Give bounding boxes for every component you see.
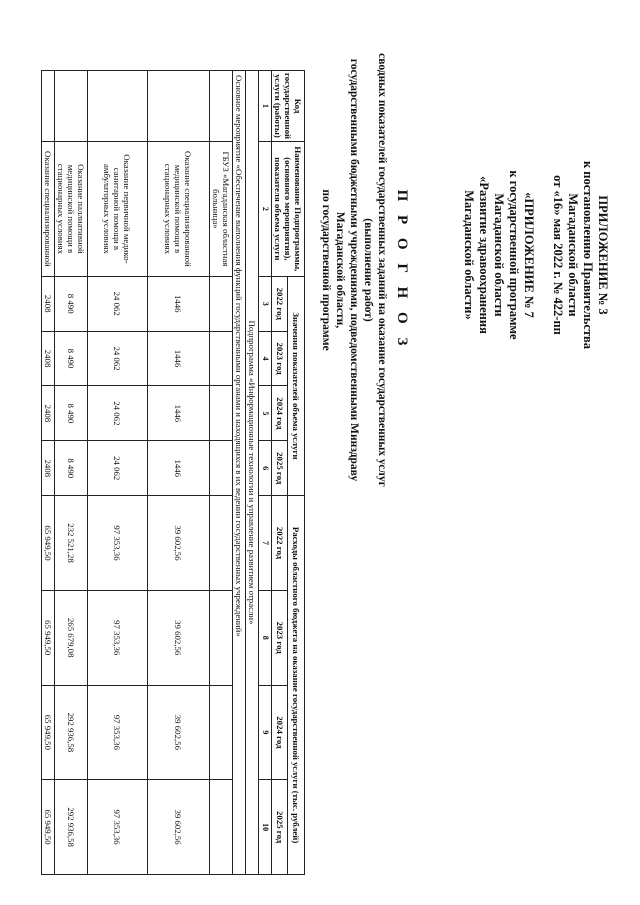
appendix-block: [461, 105, 610, 405]
expense-value: 65 949,50: [42, 496, 55, 591]
table-row: [88, 71, 148, 875]
volume-value: 1446: [148, 441, 210, 496]
year-header: 2022 год: [272, 276, 289, 331]
appendix-line: к постановлению Правительства: [581, 160, 595, 350]
service-code: [55, 71, 88, 142]
column-number: 2: [259, 142, 272, 277]
institution-name: ГБУЗ «Магаданская областная больница»: [210, 142, 233, 277]
column-number: 6: [259, 441, 272, 496]
appendix-line: Магаданской области: [492, 193, 506, 317]
volume-value: 8 490: [55, 386, 88, 441]
volume-value: 24 062: [88, 331, 148, 386]
heading-subtitle: сводных показателей государственных заданий на оказание государственных услуг (выполнение работ): [362, 53, 388, 487]
document-heading: [319, 40, 410, 500]
column-number: 7: [259, 496, 272, 591]
service-name: Оказание первичной медико-санитарной помощи в амбулаторных условиях: [88, 142, 148, 277]
volume-value: 1446: [148, 276, 210, 331]
volume-value: 1446: [148, 331, 210, 386]
appendix-title-2: «ПРИЛОЖЕНИЕ № 7: [522, 192, 536, 318]
forecast-table: [41, 70, 305, 875]
expense-value: 232 521,28: [55, 496, 88, 591]
volume-value: 2408: [42, 276, 55, 331]
header-values: Значения показателей объема услуги: [288, 276, 305, 495]
appendix-line: Магаданской области»: [462, 190, 476, 320]
year-header: 2025 год: [272, 441, 289, 496]
header-expenses: Расходы областного бюджета на оказание государственной услуги (тыс. рублей): [288, 496, 305, 875]
appendix-title: ПРИЛОЖЕНИЕ № 3: [596, 195, 610, 315]
expense-value: 265 679,08: [55, 590, 88, 685]
expense-value: 65 949,50: [42, 780, 55, 875]
year-header: 2023 год: [272, 331, 289, 386]
volume-value: 8 490: [55, 276, 88, 331]
volume-value: 8 490: [55, 331, 88, 386]
expense-value: 97 353,36: [88, 590, 148, 685]
appendix-line: Магаданской области: [566, 193, 580, 317]
year-header: 2025 год: [272, 780, 289, 875]
year-header: 2024 год: [272, 386, 289, 441]
expense-value: 97 353,36: [88, 496, 148, 591]
expense-value: 97 353,36: [88, 780, 148, 875]
heading-subtitle: государственными бюджетными учреждениями, подведомственными Минздраву Магаданской области,: [334, 58, 360, 482]
institution-row: [210, 71, 233, 875]
appendix-line: от «16» мая 2022 г. № 422-пп: [551, 175, 565, 335]
column-number: 4: [259, 331, 272, 386]
expense-value: 39 602,56: [148, 685, 210, 780]
appendix-line: к государственной программе: [507, 170, 521, 340]
header-code: Код государственной услуги (работы): [272, 71, 305, 142]
table-row: [148, 71, 210, 875]
expense-value: 65 949,50: [42, 590, 55, 685]
expense-value: 292 936,58: [55, 780, 88, 875]
service-name: Оказание специализированной: [42, 142, 55, 277]
header-name: Наименование Подпрограммы, (основного мероприятия), показателя объема услуги: [272, 142, 305, 277]
expense-value: 97 353,36: [88, 685, 148, 780]
column-number: 9: [259, 685, 272, 780]
year-header: 2022 год: [272, 496, 289, 591]
expense-value: 39 602,56: [148, 590, 210, 685]
volume-value: 8 490: [55, 441, 88, 496]
volume-value: 24 062: [88, 441, 148, 496]
subprogram-row: [246, 71, 259, 875]
column-number: 5: [259, 386, 272, 441]
column-numbers-row: [259, 71, 272, 875]
column-number: 1: [259, 71, 272, 142]
table-row: [55, 71, 88, 875]
volume-value: 2408: [42, 441, 55, 496]
expense-value: 39 602,56: [148, 780, 210, 875]
service-code: [148, 71, 210, 142]
main-activity-title: Основное мероприятие «Обеспечение выполнения функций государственными органами и находящихся в их ведении государственных учреждений»: [233, 71, 246, 875]
table-row: [42, 71, 55, 875]
year-header: 2024 год: [272, 685, 289, 780]
year-header: 2023 год: [272, 590, 289, 685]
column-number: 10: [259, 780, 272, 875]
heading-title: П Р О Г Н О З: [394, 189, 410, 351]
expense-value: 39 602,56: [148, 496, 210, 591]
subprogram-title: Подпрограмма «Информационные технологии и управление развитием отрасли»: [246, 71, 259, 875]
service-name: Оказание паллиативной медицинской помощи в стационарных условиях: [55, 142, 88, 277]
volume-value: 24 062: [88, 386, 148, 441]
volume-value: 24 062: [88, 276, 148, 331]
expense-value: 65 949,50: [42, 685, 55, 780]
service-code: [88, 71, 148, 142]
heading-subtitle: по государственной программе: [320, 189, 332, 351]
volume-value: 1446: [148, 386, 210, 441]
appendix-line: «Развитие здравоохранения: [477, 176, 491, 334]
header-row: [288, 71, 305, 875]
volume-value: 2408: [42, 386, 55, 441]
volume-value: 2408: [42, 331, 55, 386]
column-number: 3: [259, 276, 272, 331]
expense-value: 292 936,58: [55, 685, 88, 780]
column-number: 8: [259, 590, 272, 685]
service-name: Оказание специализированной медицинской помощи в стационарных условиях: [148, 142, 210, 277]
main-activity-row: [233, 71, 246, 875]
service-code: [42, 71, 55, 142]
